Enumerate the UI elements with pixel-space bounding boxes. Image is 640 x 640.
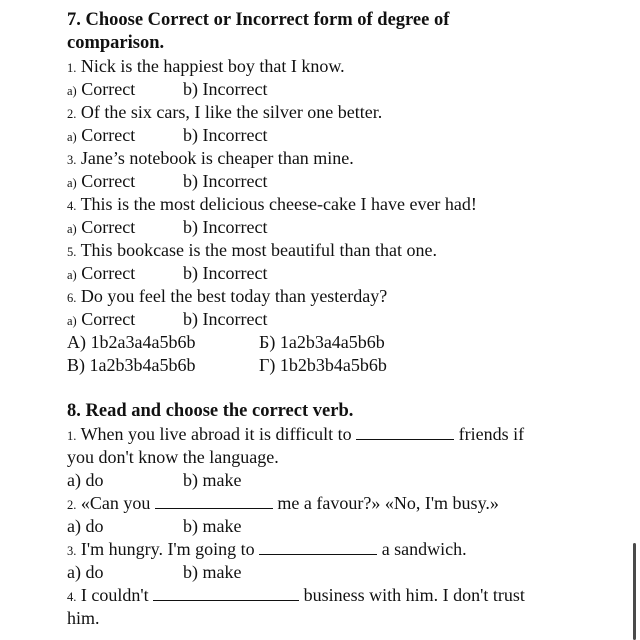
question-number: 5. [67,245,77,259]
question-text: I'm hungry. I'm going to [80,539,255,559]
question-text: you don't know the language. [67,447,279,467]
question-number: 6. [67,291,77,305]
option-b[interactable]: b) make [183,562,242,582]
question-text: him. [67,608,100,628]
s8-question-4-cont [67,607,627,630]
question-text: I couldn't [80,585,149,605]
option-b[interactable]: b) Incorrect [183,309,268,329]
answer-blank[interactable] [259,540,377,555]
option-a[interactable]: Correct [81,263,136,283]
question-2 [67,101,627,124]
option-a-letter: a) [67,130,77,144]
question-text: business with him. I don't trust [303,585,525,605]
options-row [67,469,627,492]
question-text: When you live abroad it is difficult to [80,424,352,444]
s8-question-4 [67,584,627,607]
question-text: This is the most delicious cheese-cake I have ever had! [80,194,477,214]
option-a-letter: a) [67,176,77,190]
question-number: 1. [67,61,77,75]
answer-blank[interactable] [356,425,454,440]
spacer [67,377,627,400]
question-text: me a favour?» «No, I'm busy.» [277,493,499,513]
option-b[interactable]: b) Incorrect [183,263,268,283]
question-6 [67,285,627,308]
answer-a[interactable]: А) 1b2a3a4a5b6b [67,332,196,352]
question-1 [67,55,627,78]
question-number: 4. [67,199,77,213]
option-a-letter: a) [67,222,77,236]
question-number: 1. [67,429,77,443]
option-b[interactable]: b) Incorrect [183,171,268,191]
question-number: 4. [67,590,77,604]
option-b[interactable]: b) Incorrect [183,125,268,145]
question-4 [67,193,627,216]
option-a-letter: a) [67,84,77,98]
options-row [67,216,627,239]
answer-row-1 [67,331,627,354]
scrollbar[interactable] [633,543,636,640]
question-text: Do you feel the best today than yesterday? [80,286,388,306]
option-a[interactable]: Correct [81,217,136,237]
s8-question-3 [67,538,627,561]
answer-c[interactable]: В) 1a2b3b4a5b6b [67,355,196,375]
s8-question-1 [67,423,627,446]
question-text: a sandwich. [381,539,467,559]
answer-row-2 [67,354,627,377]
question-text: «Can you [80,493,151,513]
s8-question-1-cont [67,446,627,469]
answer-blank[interactable] [155,494,273,509]
question-number: 2. [67,498,77,512]
option-a-letter: a) [67,314,77,328]
question-number: 2. [67,107,77,121]
answer-d[interactable]: Г) 1b2b3b4a5b6b [259,355,387,375]
option-a[interactable]: Correct [81,79,136,99]
section-7-title-line2: comparison. [67,33,165,53]
option-b[interactable]: b) make [183,516,242,536]
options-row [67,308,627,331]
option-b[interactable]: b) Incorrect [183,79,268,99]
s8-question-2 [67,492,627,515]
question-5 [67,239,627,262]
option-a[interactable]: Correct [81,309,136,329]
option-a[interactable]: a) do [67,470,104,490]
question-text: Nick is the happiest boy that I know. [80,56,345,76]
options-row [67,515,627,538]
options-row [67,124,627,147]
options-row [67,170,627,193]
question-text: Jane’s notebook is cheaper than mine. [80,148,354,168]
answer-b[interactable]: Б) 1a2b3a4a5b6b [259,332,385,352]
option-b[interactable]: b) make [183,470,242,490]
option-a[interactable]: Correct [81,125,136,145]
option-b[interactable]: b) Incorrect [183,217,268,237]
worksheet [67,9,627,630]
section-8-title: 8. Read and choose the correct verb. [67,401,354,421]
question-number: 3. [67,153,77,167]
options-row [67,561,627,584]
question-text: Of the six cars, I like the silver one better. [80,102,383,122]
question-text: friends if [458,424,525,444]
option-a[interactable]: a) do [67,516,104,536]
option-a[interactable]: a) do [67,562,104,582]
option-a[interactable]: Correct [81,171,136,191]
section-7-title-line1: 7. Choose Correct or Incorrect form of degree of [67,10,450,30]
question-text: This bookcase is the most beautiful than that one. [80,240,437,260]
options-row [67,78,627,101]
question-3 [67,147,627,170]
answer-blank[interactable] [153,586,299,601]
question-number: 3. [67,544,77,558]
options-row [67,262,627,285]
option-a-letter: a) [67,268,77,282]
